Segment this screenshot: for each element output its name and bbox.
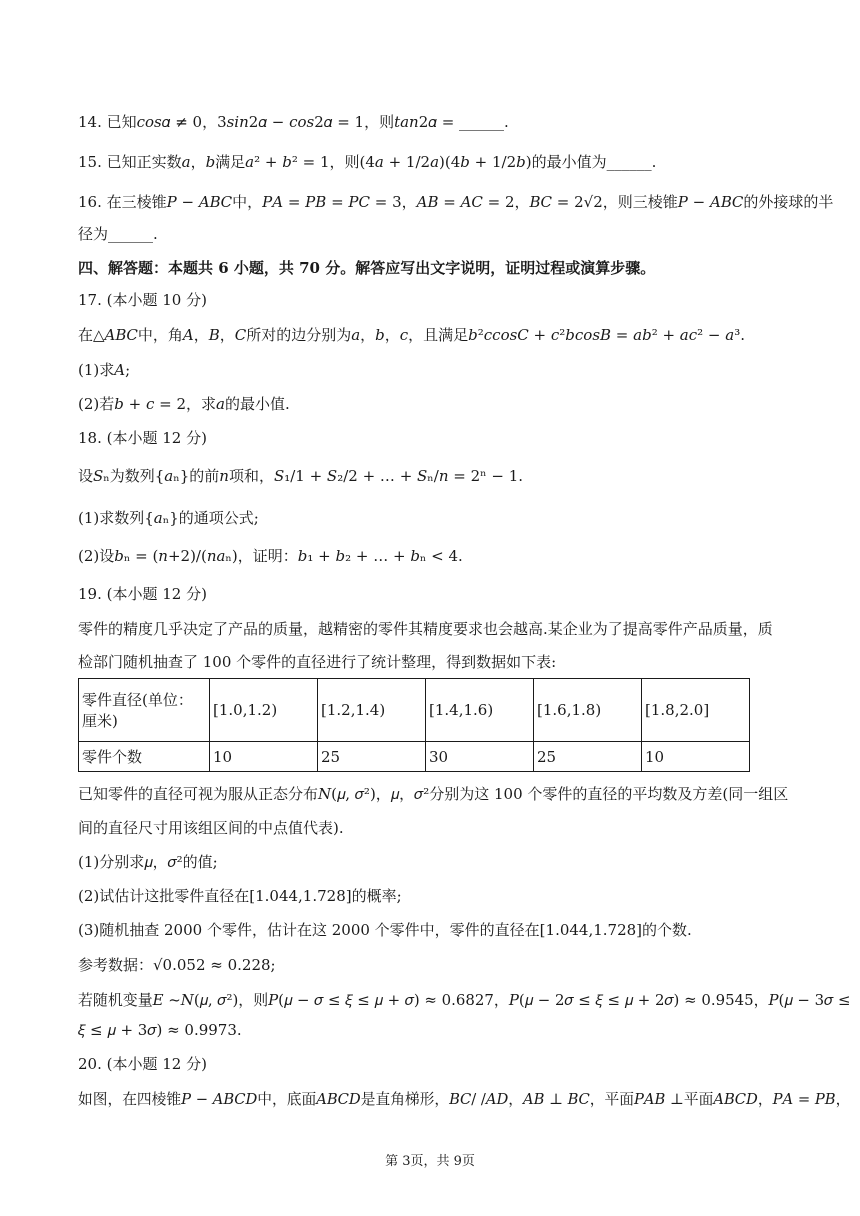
question-18-part2: (2)设𝑏ₙ = (𝑛+2)/(𝑛𝑎ₙ)，证明：𝑏₁ + 𝑏₂ + … + 𝑏ₙ < 4. xyxy=(78,547,463,565)
question-19-distribution-line2: 间的直径尺寸用该组区间的中点值代表). xyxy=(78,819,344,837)
table-row xyxy=(79,679,750,742)
table-cell: 30 xyxy=(426,742,534,772)
question-19-header: 19. (本小题 12 分) xyxy=(78,585,207,603)
diameter-frequency-table xyxy=(78,678,750,772)
question-14: 14. 已知𝑐𝑜𝑠𝛼 ≠ 0，3𝑠𝑖𝑛2𝛼 − 𝑐𝑜𝑠2𝛼 = 1，则𝑡𝑎𝑛2𝛼 = ______. xyxy=(78,113,509,131)
question-16-line1: 16. 在三棱锥𝑃 − 𝐴𝐵𝐶中，𝑃𝐴 = 𝑃𝐵 = 𝑃𝐶 = 3，𝐴𝐵 = 𝐴𝐶 = 2，𝐵𝐶 = 2√2，则三棱锥𝑃 − 𝐴𝐵𝐶的外接球的半 xyxy=(78,193,834,211)
table-cell: 零件个数 xyxy=(79,742,210,772)
question-17-part1: (1)求𝐴; xyxy=(78,361,131,379)
question-19-stem-line2: 检部门随机抽查了 100 个零件的直径进行了统计整理，得到数据如下表: xyxy=(78,653,557,671)
table-cell: [1.0,1.2) xyxy=(210,679,318,742)
question-17-stem: 在△𝐴𝐵𝐶中，角𝐴，𝐵，𝐶所对的边分别为𝑎，𝑏，𝑐，且满足𝑏²𝑐𝑐𝑜𝑠𝐶 + 𝑐²𝑏𝑐𝑜𝑠𝐵 = 𝑎𝑏² + 𝑎𝑐² − 𝑎³. xyxy=(78,326,745,344)
question-20-header: 20. (本小题 12 分) xyxy=(78,1055,207,1073)
question-20-stem: 如图，在四棱锥𝑃 − 𝐴𝐵𝐶𝐷中，底面𝐴𝐵𝐶𝐷是直角梯形，𝐵𝐶/ /𝐴𝐷，𝐴𝐵 ⊥ 𝐵𝐶，平面𝑃𝐴𝐵 ⊥平面𝐴𝐵𝐶𝐷，𝑃𝐴 = 𝑃𝐵， xyxy=(78,1090,851,1108)
table-cell: 25 xyxy=(534,742,642,772)
table-row xyxy=(79,742,750,772)
question-19-probability-line1: 若随机变量𝐸 ~𝑁(𝜇, 𝜎²)，则𝑃(𝜇 − 𝜎 ≤ 𝜉 ≤ 𝜇 + 𝜎) ≈ 0.6827，𝑃(𝜇 − 2𝜎 ≤ 𝜉 ≤ 𝜇 + 2𝜎) ≈ 0.9545，𝑃(𝜇 − 3𝜎 ≤ xyxy=(78,991,851,1009)
question-19-stem-line1: 零件的精度几乎决定了产品的质量，越精密的零件其精度要求也会越高.某企业为了提高零件产品质量，质 xyxy=(78,620,773,638)
question-18-stem: 设𝑆ₙ为数列{𝑎ₙ}的前𝑛项和，𝑆₁/1 + 𝑆₂/2 + … + 𝑆ₙ/𝑛 = 2ⁿ − 1. xyxy=(78,467,524,485)
question-19-part3: (3)随机抽查 2000 个零件，估计在这 2000 个零件中，零件的直径在[1.044,1.728]的个数. xyxy=(78,921,692,939)
page-footer: 第 3页，共 9页 xyxy=(385,1154,475,1169)
question-19-part1: (1)分别求𝜇，𝜎²的值; xyxy=(78,853,218,871)
question-17-part2: (2)若𝑏 + 𝑐 = 2，求𝑎的最小值. xyxy=(78,395,290,413)
table-cell: [1.6,1.8) xyxy=(534,679,642,742)
question-18-header: 18. (本小题 12 分) xyxy=(78,429,207,447)
table-cell: [1.4,1.6) xyxy=(426,679,534,742)
table-cell: [1.2,1.4) xyxy=(318,679,426,742)
table-cell: [1.8,2.0] xyxy=(642,679,750,742)
question-19-reference: 参考数据：√0.052 ≈ 0.228; xyxy=(78,956,276,974)
question-16-line2: 径为______. xyxy=(78,225,158,243)
question-19-distribution-line1: 已知零件的直径可视为服从正态分布𝑁(𝜇, 𝜎²)，𝜇，𝜎²分别为这 100 个零件的直径的平均数及方差(同一组区 xyxy=(78,785,789,803)
question-15: 15. 已知正实数𝑎，𝑏满足𝑎² + 𝑏² = 1，则(4𝑎 + 1/2𝑎)(4𝑏 + 1/2𝑏)的最小值为______. xyxy=(78,153,657,171)
table-cell: 25 xyxy=(318,742,426,772)
table-cell: 零件直径(单位：厘米) xyxy=(79,679,210,742)
section-heading-answers: 四、解答题：本题共 6 小题，共 70 分。解答应写出文字说明，证明过程或演算步骤。 xyxy=(78,259,656,277)
question-17-header: 17. (本小题 10 分) xyxy=(78,291,207,309)
table-cell: 10 xyxy=(642,742,750,772)
question-19-part2: (2)试估计这批零件直径在[1.044,1.728]的概率; xyxy=(78,887,402,905)
question-18-part1: (1)求数列{𝑎ₙ}的通项公式; xyxy=(78,509,259,527)
table-cell: 10 xyxy=(210,742,318,772)
question-19-probability-line2: 𝜉 ≤ 𝜇 + 3𝜎) ≈ 0.9973. xyxy=(78,1021,242,1039)
